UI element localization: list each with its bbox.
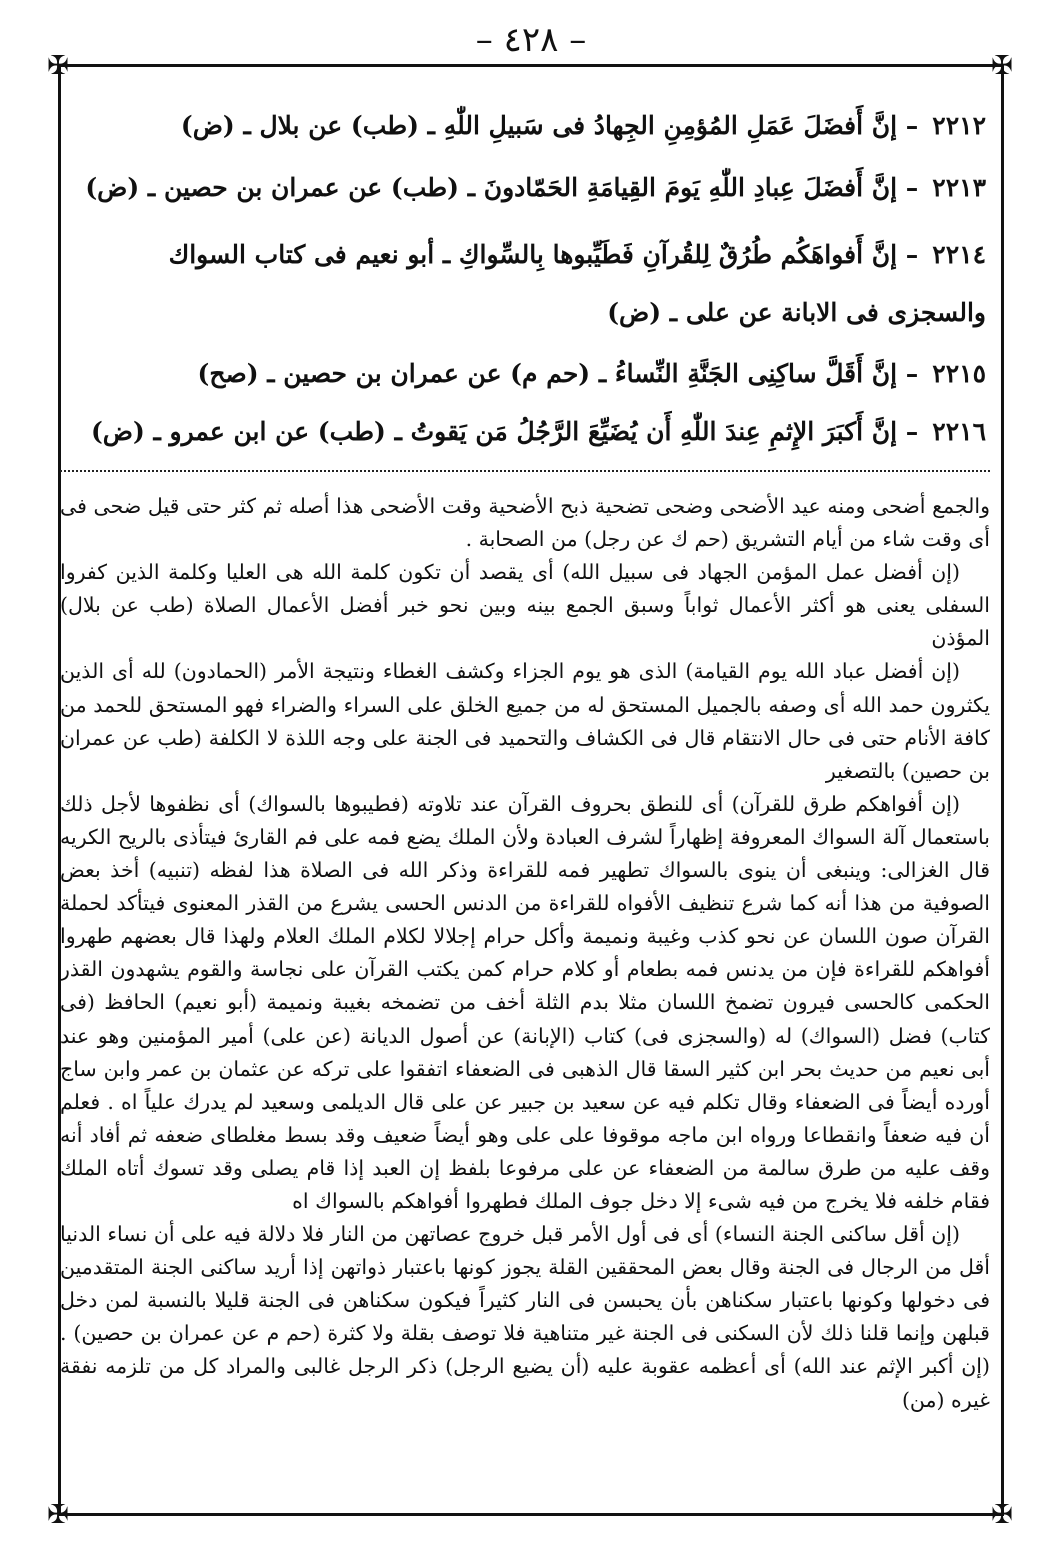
corner-ornament-icon: ✠ xyxy=(47,51,69,81)
hadith-text: – إنَّ أَكبَرَ الإِثمِ عِندَ اللّٰهِ أَن يُضَيِّعَ الرَّجُلُ مَن يَقوتُ ـ (طب) عن ابن عمرو ـ (ض) xyxy=(90,417,919,446)
hadith-entry xyxy=(78,402,986,462)
frame-top-line xyxy=(58,64,1004,67)
hadith-entry xyxy=(78,226,986,342)
hadith-number: ٢٢١٤ xyxy=(932,240,986,269)
hadith-number: ٢٢١٣ xyxy=(932,173,986,202)
hadith-entry xyxy=(78,96,986,156)
frame-right-line xyxy=(1001,64,1004,1516)
commentary-paragraph: (إن أقل ساكنى الجنة النساء) أى فى أول الأمر قبل خروج عصاتهن من النار فلا دلالة فيه على أن نساء الدنيا أقل من الرجال فى الجنة وقال بعض المحققين القلة يجوز كونها باعتبار ذواتهن إذا أريد ساكنى الجنة المتقدمين فى دخولها وكونها باعتبار سكناهن بأن يحبسن فى النار كثيراً فيكون سكناهن فى الجنة قليلا بالنسبة لمن دخل قبلهن وإنما قلنا ذلك لأن السكنى فى الجنة غير متناهية فلا توصف بقلة ولا كثرة (حم م عن عمران بن حصين) . (إن أكبر الإثم عند الله) أى أعظمه عقوبة عليه (أن يضيع الرجل) ذكر الرجل غالبى والمراد كل من تلزمه نفقة غيره (من) xyxy=(60,1222,990,1412)
hadith-entry xyxy=(78,344,986,404)
commentary-paragraph: والجمع أضحى ومنه عيد الأضحى وضحى تضحية ذبح الأضحية وقت الأضحى هذا أصله ثم كثر حتى قيل ضحى فى أى وقت شاء من أيام التشريق (حم ك عن رجل) من الصحابة . xyxy=(60,494,990,552)
corner-ornament-icon: ✠ xyxy=(991,51,1013,81)
page-number: – ٤٢٨ – xyxy=(475,20,587,60)
hadith-text: – إنَّ أَفضَلَ عِبادِ اللّٰهِ يَومَ القِيامَةِ الحَمّادونَ ـ (طب) عن عمران بن حصين ـ (ض) xyxy=(85,173,919,202)
hadith-text: – إنَّ أَفواهَكُم طُرُقٌ لِلقُرآنِ فَطَيِّبوها بِالسِّواكِ ـ أبو نعيم فى كتاب السواك والسجزى فى الابانة عن على ـ (ض) xyxy=(168,240,986,327)
commentary-paragraph: (إن أفضل عباد الله يوم القيامة) الذى هو يوم الجزاء وكشف الغطاء ونتيجة الأمر (الحمادون) لله أى الذين يكثرون حمد الله أى وصفه بالجميل المستحق له من جميع الخلق على السراء والضراء فهو المستحق للحمد من كافة الأنام حتى فى حال الانتقام قال فى الكشاف والتحميد فى الجنة على وجه اللذة لا الكلفة (طب عن عمران بن حصين) بالتصغير xyxy=(60,659,990,783)
commentary-paragraph: (إن أفضل عمل المؤمن الجهاد فى سبيل الله) أى يقصد أن تكون كلمة الله هى العليا وكلمة الذين كفروا السفلى يعنى هو أكثر الأعمال ثواباً وسبق الجمع بينه وبين نحو خبر أفضل الأعمال الصلاة (طب عن بلال) المؤذن xyxy=(60,560,990,651)
commentary-paragraph: (إن أفواهكم طرق للقرآن) أى للنطق بحروف القرآن عند تلاوته (فطيبوها بالسواك) أى نظفوها لأجل ذلك باستعمال آلة السواك المعروفة إظهاراً لشرف العبادة ولأن الملك يضع فمه على فم القارئ فيتأذى بالريح الكريه قال الغزالى: وينبغى أن ينوى بالسواك تطهير فمه للقراءة وذكر الله فى الصلاة هذا لفظه (تنبيه) أخذ بعض الصوفية من هذا أنه كما شرع تنظيف الأفواه للقراءة من الدنس الحسى يشرع من القذر المعنوى فيتأكد لحملة القرآن صون اللسان عن نحو كذب وغيبة ونميمة وأكل حرام إجلالا لكلام الملك العلام ولهذا قال بعضهم طهروا أفواهكم للقراءة فإن من يدنس فمه بطعام أو كلام حرام كمن يكتب القرآن على نجاسة والقوم يشهدون القذر الحكمى كالحسى فيرون تضمخ اللسان مثلا بدم الثلة أخف من تضمخه بغيبة ونميمة (أبو نعيم) الحافظ (فى كتاب) فضل (السواك) له (والسجزى فى) كتاب (الإبانة) عن أصول الديانة (عن على) أمير المؤمنين وهو عند أبى نعيم من حديث بحر ابن كثير السقا قال الذهبى فى الضعفاء اتفقوا على تركه عن عثمان بن عمر وابن ساج أورده أيضاً فى الضعفاء وقال تكلم فيه عن سعيد بن جبير عن على قال الديلمى وسعيد لم يدرك علياً اه . فعلم أن فيه ضعفاً وانقطاعا ورواه ابن ماجه موقوفا على على وهو أيضاً ضعيف وقد بسط مغلطاى ضعفه ثم أفاد أنه وقف عليه من طرق سالمة من الضعفاء عن على مرفوعا بلفظ إن العبد إذا قام يصلى وقد تسوك أتاه الملك فقام خلفه فلا يخرج من فيه شىء إلا دخل جوف الملك فطهروا أفواهكم بالسواك اه xyxy=(60,791,990,1213)
commentary-section xyxy=(60,490,990,1516)
corner-ornament-icon: ✠ xyxy=(47,1500,69,1530)
section-divider xyxy=(60,470,990,472)
hadith-text: – إنَّ أَفضَلَ عَمَلِ المُؤمِنِ الجِهادُ فى سَبيلِ اللّٰهِ ـ (طب) عن بلال ـ (ض) xyxy=(180,111,919,140)
hadith-entry xyxy=(78,158,986,218)
hadith-number: ٢٢١٥ xyxy=(932,359,986,388)
hadith-number: ٢٢١٢ xyxy=(932,111,986,140)
hadith-text: – إنَّ أَقَلَّ ساكِنِى الجَنَّةِ النِّساءُ ـ (حم م) عن عمران بن حصين ـ (صح) xyxy=(197,359,919,388)
hadith-number: ٢٢١٦ xyxy=(932,417,986,446)
corner-ornament-icon: ✠ xyxy=(991,1500,1013,1530)
